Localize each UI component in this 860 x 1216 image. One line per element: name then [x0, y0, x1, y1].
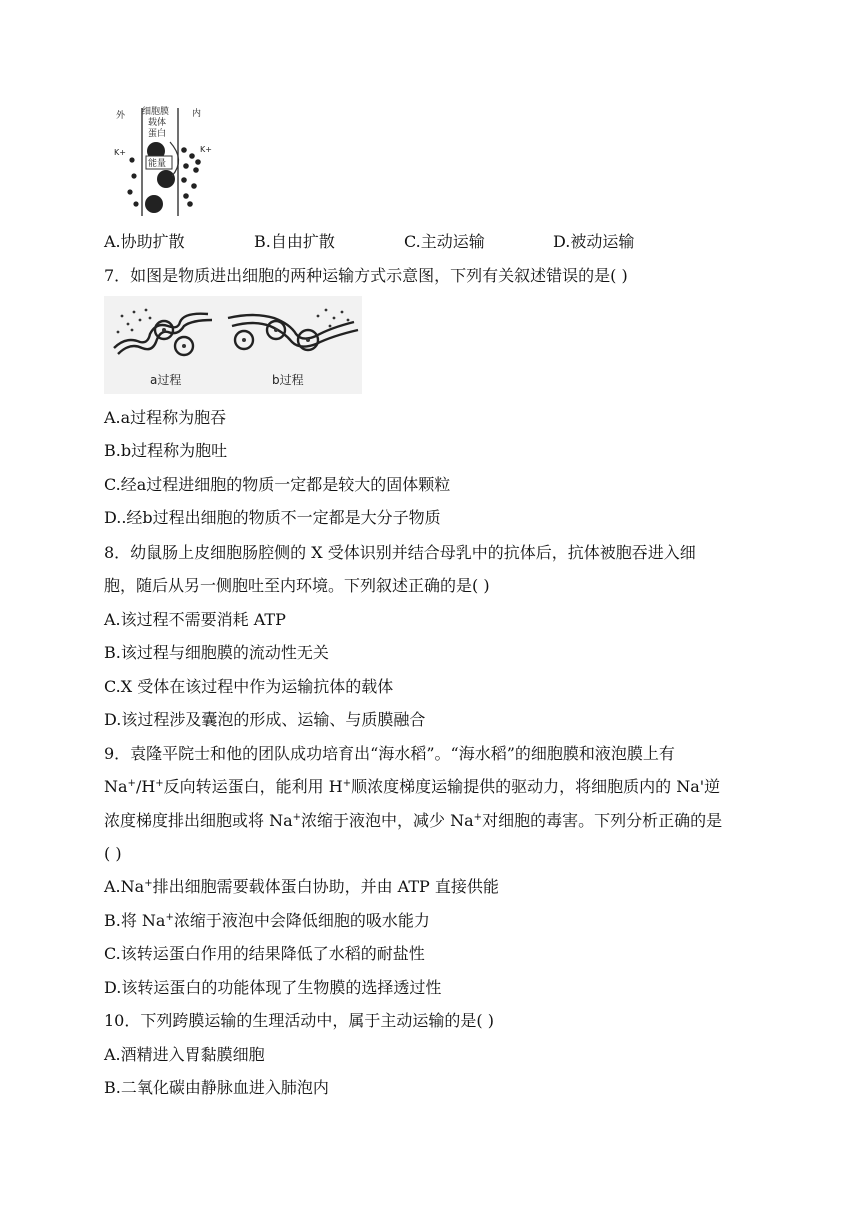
q8-option-c: C.X 受体在该过程中作为运输抗体的载体: [104, 677, 394, 696]
q9-stem-line2: Na+/H+反向转运蛋白，能利用 H+顺浓度梯度运输提供的驱动力，将细胞质内的 Na'逆: [104, 777, 721, 796]
q9-option-d: D.该转运蛋白的功能体现了生物膜的选择透过性: [104, 978, 442, 997]
q8-option-d: D.该过程涉及囊泡的形成、运输、与质膜融合: [104, 710, 426, 729]
k-ions-outside: [127, 157, 138, 206]
b-process-label: b过程: [272, 373, 304, 387]
q9-option-b: B.将 Na+浓缩于液泡中会降低细胞的吸水能力: [104, 911, 430, 930]
q7-stem: 7．如图是物质进出细胞的两种运输方式示意图，下列有关叙述错误的是( ): [104, 266, 628, 285]
endo-exocytosis-figure: [104, 296, 362, 394]
membrane-label: 细胞膜: [142, 107, 170, 117]
q10-option-b: B.二氧化碳由静脉血进入肺泡内: [104, 1078, 329, 1097]
inside-label: 内: [192, 109, 202, 119]
q6-option-a: A.协助扩散: [104, 232, 185, 251]
energy-label: 能量: [148, 159, 167, 169]
q10-option-a: A.酒精进入胃黏膜细胞: [104, 1045, 265, 1064]
q7-option-c: C.经a过程进细胞的物质一定都是较大的固体颗粒: [104, 475, 451, 494]
k-ions-inside: [181, 147, 201, 207]
q8-stem-line1: 8．幼鼠肠上皮细胞肠腔侧的 X 受体识别并结合母乳中的抗体后，抗体被胞吞进入细: [104, 543, 696, 562]
protein-label: 蛋白: [148, 129, 167, 139]
q8-option-a: A.该过程不需要消耗 ATP: [104, 610, 286, 629]
q9-option-c: C.该转运蛋白作用的结果降低了水稻的耐盐性: [104, 944, 425, 963]
q9-stem-line3: 浓度梯度排出细胞或将 Na+浓缩于液泡中，减少 Na+对细胞的毒害。下列分析正确的是: [104, 811, 723, 830]
q8-option-b: B.该过程与细胞膜的流动性无关: [104, 643, 329, 662]
q6-option-c: C.主动运输: [404, 232, 485, 251]
q9-option-a: A.Na+排出细胞需要载体蛋白协助，并由 ATP 直接供能: [104, 877, 499, 896]
q7-option-a: A.a过程称为胞吞: [104, 408, 227, 427]
a-process-label: a过程: [150, 373, 182, 387]
q10-stem: 10．下列跨膜运输的生理活动中，属于主动运输的是( ): [104, 1011, 494, 1030]
outside-label: 外: [116, 111, 126, 121]
ion-label-left: K+: [114, 148, 126, 157]
q7-option-d: D..经b过程出细胞的物质不一定都是大分子物质: [104, 508, 441, 527]
q6-option-b: B.自由扩散: [254, 232, 335, 251]
q9-stem-line4: ( ): [104, 844, 122, 863]
k-transport-figure: [110, 100, 220, 220]
figure-panel: [104, 296, 362, 394]
q6-option-d: D.被动运输: [553, 232, 635, 251]
q8-stem-line2: 胞，随后从另一侧胞吐至内环境。下列叙述正确的是( ): [104, 576, 490, 595]
carrier-label: 载体: [148, 118, 167, 128]
carrier-ball-3: [145, 195, 163, 213]
q9-stem-line1: 9．袁隆平院士和他的团队成功培育出“海水稻”。“海水稻”的细胞膜和液泡膜上有: [104, 744, 675, 763]
q7-option-b: B.b过程称为胞吐: [104, 441, 228, 460]
carrier-ball-2: [157, 170, 175, 188]
ion-label-right: K+: [200, 145, 212, 154]
